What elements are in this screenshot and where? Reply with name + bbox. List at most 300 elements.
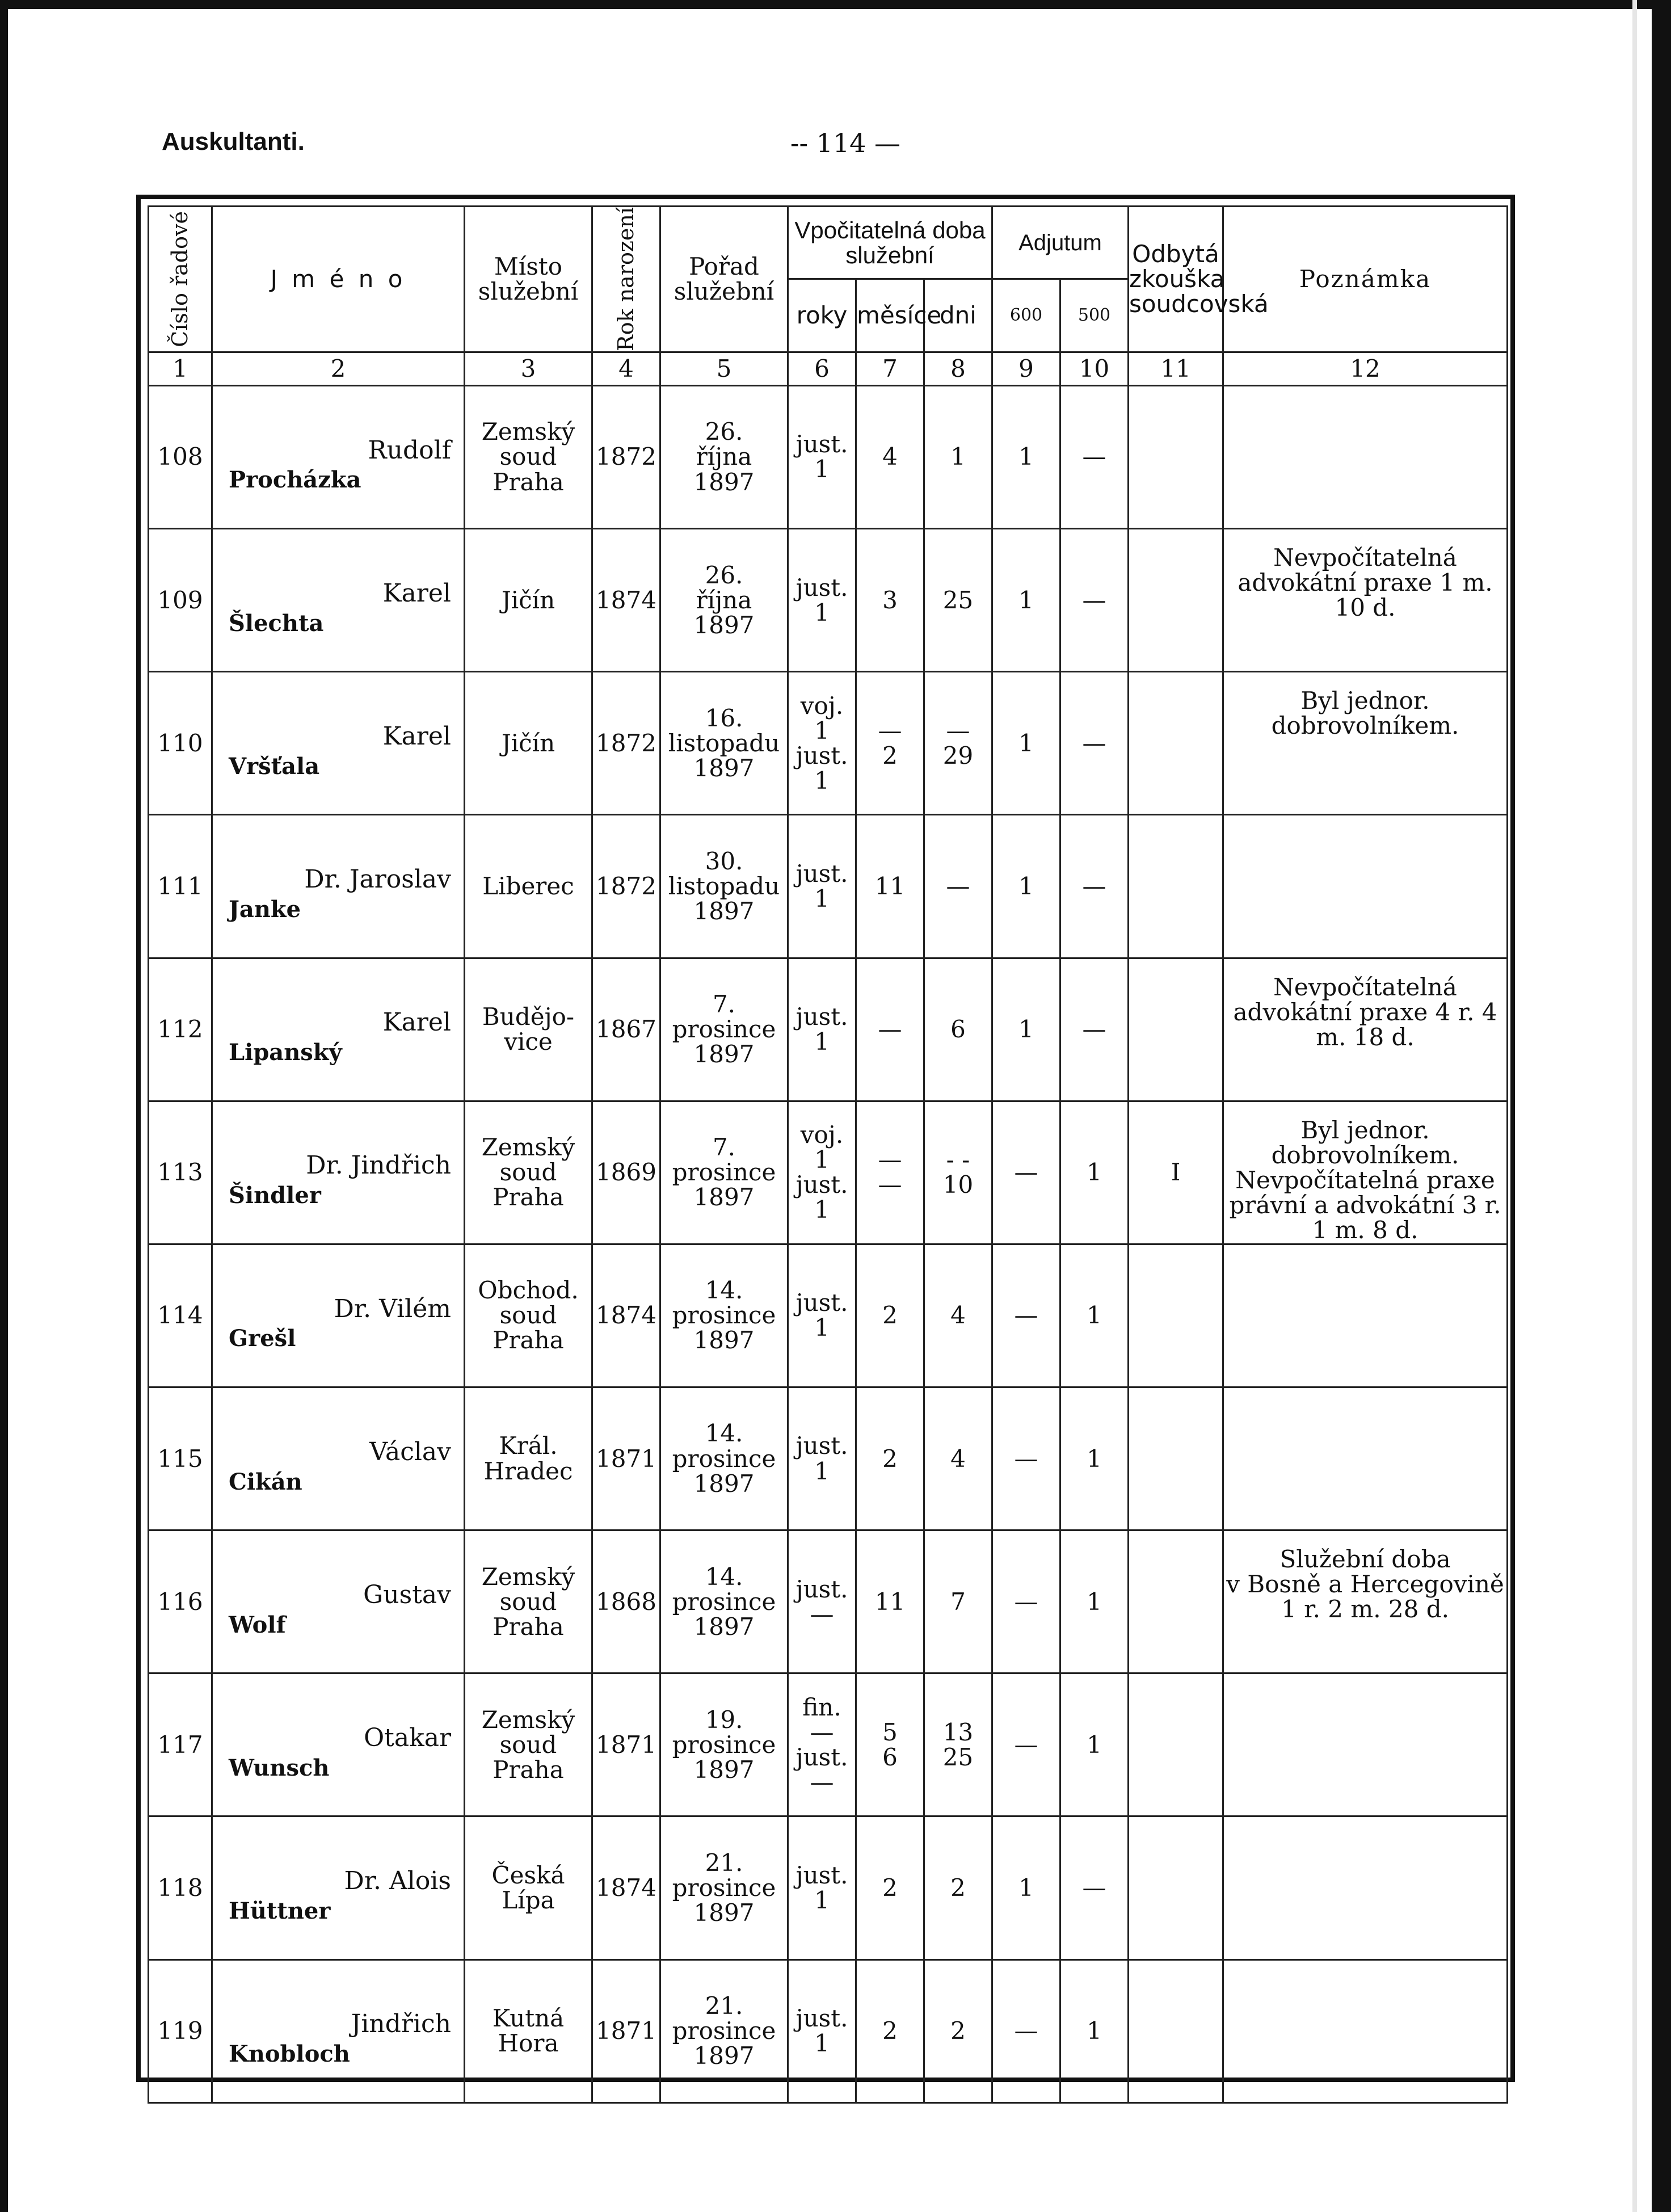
days-cell — [924, 958, 992, 1101]
months-line: 6 — [882, 1743, 898, 1771]
adjutum-600: — — [992, 1530, 1060, 1673]
years-line: just. — [795, 859, 848, 888]
birth-year: 1874 — [592, 1244, 660, 1387]
service-order-cell — [660, 1101, 788, 1244]
adjutum-500: 1 — [1060, 1530, 1129, 1673]
note-cell — [1223, 1530, 1508, 1673]
months-line: 5 — [882, 1718, 898, 1746]
order-line: prosince — [672, 1444, 776, 1473]
header-mesice: měsíce — [856, 279, 924, 352]
days-cell — [924, 672, 992, 815]
months-cell — [856, 1959, 924, 2102]
order-line: 1897 — [693, 1899, 755, 1927]
adjutum-500: 1 — [1060, 1959, 1129, 2102]
exam-cell — [1129, 1673, 1223, 1816]
surname: Cikán — [229, 1468, 302, 1495]
adjutum-500: 1 — [1060, 1673, 1129, 1816]
given-name: Dr. Vilém — [334, 1294, 451, 1323]
surname: Janke — [229, 895, 301, 923]
years-cell — [788, 1959, 856, 2102]
header-poznamka: Poznámka — [1223, 207, 1508, 352]
years-line: just. — [795, 1861, 848, 1889]
note-line: 1 r. 2 m. 28 d. — [1281, 1595, 1449, 1624]
months-line: 2 — [882, 1301, 898, 1330]
order-line: prosince — [672, 2017, 776, 2045]
exam-cell: I — [1129, 1101, 1223, 1244]
place-line: Zemský — [481, 418, 575, 446]
years-line: just. — [795, 1003, 848, 1031]
table-row — [149, 385, 1508, 528]
years-cell — [788, 529, 856, 672]
colnum: 2 — [212, 352, 465, 385]
table-row — [149, 1387, 1508, 1530]
order-line: 1897 — [693, 611, 755, 639]
scan-shadow-right — [1632, 0, 1637, 2212]
birth-year: 1871 — [592, 1387, 660, 1530]
exam-cell — [1129, 958, 1223, 1101]
colnum: 6 — [788, 352, 856, 385]
exam-cell — [1129, 1959, 1223, 2102]
colnum: 1 — [149, 352, 212, 385]
order-line: 1897 — [693, 1183, 755, 1212]
years-line: just. — [795, 1743, 848, 1771]
months-line: 11 — [874, 1587, 906, 1616]
given-name: Karel — [382, 578, 451, 608]
row-number: 118 — [149, 1816, 212, 1959]
given-name: Jindřich — [351, 2009, 451, 2039]
header-doba: Vpočitatelná doba služební — [788, 207, 992, 279]
order-line: prosince — [672, 1730, 776, 1759]
place-line: Praha — [493, 1326, 564, 1355]
exam-cell — [1129, 1244, 1223, 1387]
place-line: soud — [499, 1301, 557, 1330]
order-line: 14. — [705, 1562, 743, 1591]
service-order-cell — [660, 958, 788, 1101]
note-cell — [1223, 1244, 1508, 1387]
table-row — [149, 958, 1508, 1101]
months-line: — — [878, 1015, 902, 1044]
auskultanti-table — [148, 205, 1508, 2104]
register-body — [149, 385, 1508, 2102]
place-line: Česká — [491, 1861, 565, 1889]
place-line: soud — [499, 443, 557, 471]
years-cell — [788, 1101, 856, 1244]
years-line: voj. — [800, 691, 844, 720]
adjutum-600: — — [992, 1387, 1060, 1530]
place-cell — [465, 529, 592, 672]
row-number: 112 — [149, 958, 212, 1101]
years-line: just. — [795, 573, 848, 602]
colnum: 8 — [924, 352, 992, 385]
months-line: — — [878, 1146, 902, 1174]
name-cell — [212, 958, 465, 1101]
surname: Wunsch — [229, 1754, 330, 1781]
years-line: just. — [795, 430, 848, 459]
birth-year: 1871 — [592, 1959, 660, 2102]
name-cell — [212, 1816, 465, 1959]
order-line: prosince — [672, 1015, 776, 1044]
adjutum-600: 1 — [992, 672, 1060, 815]
place-cell — [465, 1673, 592, 1816]
place-line: Obchod. — [478, 1276, 579, 1305]
days-cell — [924, 1816, 992, 1959]
birth-year: 1872 — [592, 385, 660, 528]
note-cell — [1223, 1816, 1508, 1959]
order-line: 1897 — [693, 1326, 755, 1355]
place-cell — [465, 958, 592, 1101]
months-cell — [856, 672, 924, 815]
years-line: just. — [795, 741, 848, 769]
order-line: října — [696, 443, 752, 471]
header-adjutum: Adjutum — [992, 207, 1129, 279]
place-line: Praha — [493, 468, 564, 496]
days-line: — — [946, 872, 970, 900]
adjutum-600: 1 — [992, 815, 1060, 958]
adjutum-600: — — [992, 1101, 1060, 1244]
row-number: 117 — [149, 1673, 212, 1816]
years-line: just. — [795, 2004, 848, 2033]
place-cell — [465, 1959, 592, 2102]
days-cell — [924, 385, 992, 528]
place-line: soud — [499, 1158, 557, 1187]
colnum: 4 — [592, 352, 660, 385]
service-order-cell — [660, 1816, 788, 1959]
place-cell — [465, 385, 592, 528]
days-line: - - — [946, 1146, 970, 1174]
name-cell — [212, 1387, 465, 1530]
days-cell — [924, 529, 992, 672]
months-line: 4 — [882, 443, 898, 471]
header-dni: dni — [924, 279, 992, 352]
table-row — [149, 529, 1508, 672]
years-cell — [788, 1530, 856, 1673]
place-line: Praha — [493, 1183, 564, 1212]
place-line: Hora — [498, 2029, 559, 2058]
birth-year: 1871 — [592, 1673, 660, 1816]
place-line: Jičín — [501, 729, 555, 757]
row-number: 119 — [149, 1959, 212, 2102]
colnum: 5 — [660, 352, 788, 385]
birth-year: 1868 — [592, 1530, 660, 1673]
surname: Šindler — [229, 1182, 321, 1209]
row-number: 116 — [149, 1530, 212, 1673]
scan-edge-left — [0, 0, 8, 2212]
years-line: just. — [795, 1432, 848, 1460]
months-cell — [856, 1244, 924, 1387]
service-order-cell — [660, 1244, 788, 1387]
service-order-cell — [660, 1959, 788, 2102]
service-order-cell — [660, 815, 788, 958]
birth-year: 1872 — [592, 815, 660, 958]
adjutum-500: — — [1060, 672, 1129, 815]
months-line: 2 — [882, 741, 898, 769]
table-row — [149, 1101, 1508, 1244]
name-cell — [212, 672, 465, 815]
adjutum-600: 1 — [992, 385, 1060, 528]
order-line: listopadu — [668, 872, 780, 900]
order-line: prosince — [672, 1874, 776, 1902]
place-cell — [465, 1387, 592, 1530]
days-line: 1 — [950, 443, 966, 471]
place-line: Jičín — [501, 586, 555, 614]
table-row — [149, 672, 1508, 815]
days-cell — [924, 1387, 992, 1530]
years-line: 1 — [814, 2029, 830, 2058]
exam-cell — [1129, 1816, 1223, 1959]
header-misto: Místo služební — [465, 207, 592, 352]
adjutum-500: — — [1060, 529, 1129, 672]
birth-year: 1869 — [592, 1101, 660, 1244]
years-line: just. — [795, 1289, 848, 1317]
surname: Šlechta — [229, 609, 324, 637]
months-cell — [856, 529, 924, 672]
service-order-cell — [660, 385, 788, 528]
header-a500: 500 — [1060, 279, 1129, 352]
order-line: 1897 — [693, 897, 755, 925]
note-line: právní a advokátní 3 r. 1 m. 8 d. — [1229, 1191, 1501, 1244]
days-line: 6 — [950, 1015, 966, 1044]
months-cell — [856, 1673, 924, 1816]
exam-cell — [1129, 815, 1223, 958]
note-line: Byl jednor. dobrovolníkem. — [1271, 687, 1459, 740]
order-line: 7. — [712, 1133, 736, 1162]
given-name: Dr. Jaroslav — [304, 865, 451, 894]
months-line: 11 — [874, 872, 906, 900]
note-cell — [1223, 529, 1508, 672]
order-line: prosince — [672, 1587, 776, 1616]
place-line: Praha — [493, 1755, 564, 1784]
note-line: advokátní praxe 1 m. 10 d. — [1238, 569, 1493, 622]
surname: Grešl — [229, 1325, 296, 1352]
adjutum-600: — — [992, 1244, 1060, 1387]
adjutum-500: 1 — [1060, 1101, 1129, 1244]
place-line: Hradec — [483, 1457, 573, 1485]
order-line: 21. — [705, 1848, 743, 1877]
place-line: soud — [499, 1730, 557, 1759]
years-cell — [788, 385, 856, 528]
order-line: října — [696, 586, 752, 614]
name-cell — [212, 1244, 465, 1387]
days-cell — [924, 1244, 992, 1387]
row-number: 110 — [149, 672, 212, 815]
place-line: Král. — [499, 1432, 558, 1460]
row-number: 111 — [149, 815, 212, 958]
order-line: listopadu — [668, 729, 780, 757]
place-line: Budějo- — [482, 1003, 575, 1031]
row-number: 114 — [149, 1244, 212, 1387]
column-number-row — [149, 352, 1508, 385]
surname: Procházka — [229, 466, 361, 494]
place-cell — [465, 1101, 592, 1244]
days-cell — [924, 1530, 992, 1673]
years-cell — [788, 1673, 856, 1816]
days-line: 13 — [942, 1718, 974, 1746]
adjutum-500: — — [1060, 815, 1129, 958]
exam-cell — [1129, 385, 1223, 528]
service-order-cell — [660, 672, 788, 815]
days-line: 10 — [942, 1171, 974, 1199]
years-line: 1 — [814, 1886, 830, 1915]
given-name: Václav — [369, 1437, 451, 1466]
adjutum-500: — — [1060, 958, 1129, 1101]
table-row — [149, 1530, 1508, 1673]
header-a600: 600 — [992, 279, 1060, 352]
colnum: 12 — [1223, 352, 1508, 385]
given-name: Rudolf — [368, 435, 451, 465]
note-line: Služební doba — [1279, 1545, 1451, 1574]
exam-cell — [1129, 672, 1223, 815]
years-line: just. — [795, 1171, 848, 1199]
note-line: Nevpočítatelná praxe — [1235, 1166, 1495, 1194]
birth-year: 1874 — [592, 1816, 660, 1959]
days-cell — [924, 1959, 992, 2102]
page-section-title: Auskultanti. — [162, 128, 305, 155]
colnum: 10 — [1060, 352, 1129, 385]
given-name: Gustav — [363, 1580, 451, 1609]
months-cell — [856, 1387, 924, 1530]
scan-edge-right — [1652, 0, 1671, 2212]
order-line: 16. — [705, 704, 743, 732]
order-line: 19. — [705, 1705, 743, 1734]
years-line: 1 — [814, 1457, 830, 1485]
row-number: 113 — [149, 1101, 212, 1244]
table-row — [149, 1959, 1508, 2102]
note-cell — [1223, 1673, 1508, 1816]
order-line: 14. — [705, 1419, 743, 1448]
service-order-cell — [660, 1530, 788, 1673]
years-line: 1 — [814, 598, 830, 626]
months-cell — [856, 1530, 924, 1673]
place-line: Zemský — [481, 1562, 575, 1591]
row-number: 115 — [149, 1387, 212, 1530]
adjutum-500: — — [1060, 1816, 1129, 1959]
row-number: 108 — [149, 385, 212, 528]
years-line: 1 — [814, 1146, 830, 1174]
name-cell — [212, 1101, 465, 1244]
months-line: 2 — [882, 1874, 898, 1902]
note-cell — [1223, 958, 1508, 1101]
order-line: 1897 — [693, 754, 755, 782]
exam-cell — [1129, 529, 1223, 672]
years-line: 1 — [814, 766, 830, 794]
days-cell — [924, 1673, 992, 1816]
years-line: fin. — [802, 1693, 841, 1721]
place-cell — [465, 815, 592, 958]
place-cell — [465, 1244, 592, 1387]
page-number: -- 114 — — [790, 128, 901, 158]
service-order-cell — [660, 529, 788, 672]
note-cell — [1223, 1387, 1508, 1530]
exam-cell — [1129, 1530, 1223, 1673]
colnum: 11 — [1129, 352, 1223, 385]
colnum: 9 — [992, 352, 1060, 385]
order-line: 7. — [712, 990, 736, 1018]
years-line: — — [810, 1768, 834, 1796]
days-line: — — [946, 716, 970, 745]
months-line: 2 — [882, 2017, 898, 2045]
place-line: Zemský — [481, 1133, 575, 1162]
note-line: advokátní praxe 4 r. 4 m. 18 d. — [1233, 998, 1497, 1051]
months-line: — — [878, 1171, 902, 1199]
days-cell — [924, 1101, 992, 1244]
note-cell — [1223, 385, 1508, 528]
note-line: Nevpočítatelná — [1273, 544, 1457, 572]
days-line: 2 — [950, 2017, 966, 2045]
order-line: 1897 — [693, 1040, 755, 1069]
order-line: 1897 — [693, 1612, 755, 1641]
name-cell — [212, 529, 465, 672]
birth-year: 1867 — [592, 958, 660, 1101]
name-cell — [212, 1673, 465, 1816]
name-cell — [212, 815, 465, 958]
years-line: — — [810, 1718, 834, 1746]
name-cell — [212, 385, 465, 528]
place-line: Praha — [493, 1612, 564, 1641]
service-order-cell — [660, 1673, 788, 1816]
table-row — [149, 815, 1508, 958]
years-cell — [788, 1387, 856, 1530]
scan-edge-top — [0, 0, 1671, 9]
months-line: 2 — [882, 1444, 898, 1473]
table-row — [149, 1673, 1508, 1816]
name-cell — [212, 1530, 465, 1673]
place-line: Zemský — [481, 1705, 575, 1734]
years-cell — [788, 958, 856, 1101]
days-line: 25 — [942, 586, 974, 614]
months-line: 3 — [882, 586, 898, 614]
adjutum-500: — — [1060, 385, 1129, 528]
years-cell — [788, 815, 856, 958]
months-cell — [856, 958, 924, 1101]
order-line: 1897 — [693, 2042, 755, 2070]
birth-year: 1874 — [592, 529, 660, 672]
note-cell — [1223, 815, 1508, 958]
years-line: voj. — [800, 1121, 844, 1149]
adjutum-600: 1 — [992, 1816, 1060, 1959]
adjutum-600: 1 — [992, 529, 1060, 672]
days-line: 29 — [942, 741, 974, 769]
header-cislo: Číslo řadové — [149, 207, 212, 352]
row-number: 109 — [149, 529, 212, 672]
place-line: vice — [504, 1028, 553, 1056]
note-cell — [1223, 1101, 1508, 1244]
order-line: prosince — [672, 1301, 776, 1330]
years-cell — [788, 1244, 856, 1387]
years-line: 1 — [814, 1196, 830, 1224]
given-name: Otakar — [364, 1723, 451, 1752]
birth-year: 1872 — [592, 672, 660, 815]
adjutum-600: — — [992, 1673, 1060, 1816]
order-line: 30. — [705, 847, 743, 875]
table-row — [149, 1816, 1508, 1959]
given-name: Dr. Alois — [344, 1866, 451, 1896]
years-line: 1 — [814, 1314, 830, 1342]
adjutum-500: 1 — [1060, 1387, 1129, 1530]
days-line: 2 — [950, 1874, 966, 1902]
header-zkouska: Odbytá zkouška soudcovská — [1129, 207, 1223, 352]
days-line: 25 — [942, 1743, 974, 1771]
place-line: Kutná — [492, 2004, 565, 2033]
given-name: Karel — [382, 721, 451, 751]
name-cell — [212, 1959, 465, 2102]
months-cell — [856, 815, 924, 958]
table-row — [149, 1244, 1508, 1387]
given-name: Dr. Jindřich — [306, 1151, 451, 1180]
surname: Knobloch — [229, 2041, 350, 2068]
months-cell — [856, 1101, 924, 1244]
years-line: 1 — [814, 1028, 830, 1056]
note-cell — [1223, 672, 1508, 815]
